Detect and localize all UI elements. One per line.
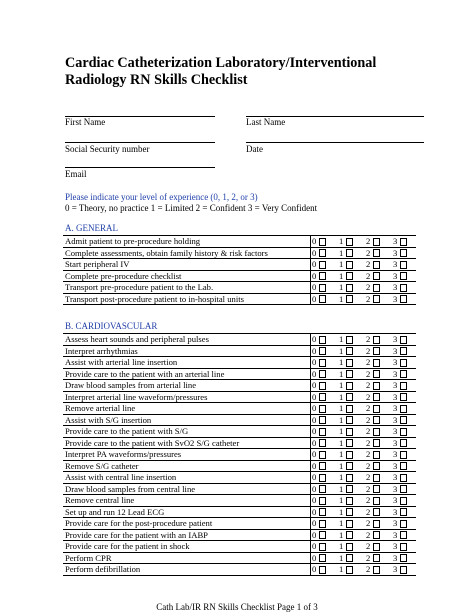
rating-checkbox[interactable]: [373, 370, 380, 378]
skill-label: Draw blood samples from arterial line: [65, 380, 197, 390]
rating-number: 3: [393, 460, 398, 471]
skill-row: [63, 369, 416, 381]
skill-label: Interpret arrhythmias: [65, 345, 138, 356]
rating-checkbox[interactable]: [400, 405, 407, 413]
rating-checkbox[interactable]: [400, 566, 407, 574]
rating-number: 0: [312, 391, 317, 402]
rating-checkbox[interactable]: [346, 485, 353, 493]
rating-checkbox[interactable]: [400, 439, 407, 447]
skill-row: [63, 495, 416, 507]
rating-checkbox[interactable]: [373, 336, 380, 344]
rating-number: 2: [366, 483, 371, 494]
rating-number: 1: [339, 345, 344, 356]
rating-number: 3: [393, 506, 398, 517]
rating-checkbox[interactable]: [373, 474, 380, 482]
rating-number: 1: [339, 426, 344, 436]
rating-checkbox[interactable]: [400, 272, 407, 280]
rating-checkbox[interactable]: [319, 474, 326, 482]
rating-number: 3: [393, 472, 398, 482]
page-title: Cardiac Catheterization Laboratory/Interventional Radiology RN Skills Checklist: [65, 55, 377, 88]
rating-checkbox[interactable]: [373, 508, 380, 516]
skill-row: [63, 426, 416, 438]
rating-checkbox[interactable]: [319, 462, 326, 470]
rating-number: 1: [339, 552, 344, 563]
rating-number: 0: [312, 460, 317, 471]
rating-checkbox[interactable]: [319, 543, 326, 551]
rating-checkbox[interactable]: [346, 382, 353, 390]
rating-number: 1: [339, 483, 344, 494]
skill-row: [63, 415, 416, 427]
skill-label: Remove arterial line: [65, 403, 136, 413]
rating-checkbox[interactable]: [319, 249, 326, 257]
rating-number: 0: [312, 334, 317, 344]
rating-number: 1: [339, 391, 344, 402]
skill-row: [63, 392, 416, 404]
rating-number: 0: [312, 449, 317, 459]
rating-number: 2: [366, 391, 371, 402]
rating-number: 1: [339, 564, 344, 574]
rating-number: 2: [366, 259, 371, 269]
rating-number: 1: [339, 380, 344, 390]
rating-number: 0: [312, 380, 317, 390]
rating-number: 3: [393, 426, 398, 436]
rating-number: 0: [312, 472, 317, 482]
rating-checkbox[interactable]: [346, 393, 353, 401]
rating-checkbox[interactable]: [346, 451, 353, 459]
rating-checkbox[interactable]: [346, 554, 353, 562]
rating-number: 0: [312, 564, 317, 574]
rating-checkbox[interactable]: [373, 272, 380, 280]
rating-number: 3: [393, 345, 398, 356]
rating-checkbox[interactable]: [373, 295, 380, 303]
rating-number: 2: [366, 357, 371, 367]
skill-row: [63, 403, 416, 415]
rating-checkbox[interactable]: [400, 261, 407, 269]
rating-number: 1: [339, 247, 344, 258]
rating-number: 2: [366, 460, 371, 471]
rating-number: 1: [339, 293, 344, 304]
date-label: Date: [246, 144, 263, 154]
rating-number: 3: [393, 414, 398, 425]
rating-checkbox[interactable]: [346, 474, 353, 482]
rating-checkbox[interactable]: [319, 554, 326, 562]
rating-checkbox[interactable]: [400, 416, 407, 424]
rating-checkbox[interactable]: [319, 359, 326, 367]
row-divider: [63, 575, 416, 576]
rating-number: 3: [393, 403, 398, 413]
rating-checkbox[interactable]: [373, 382, 380, 390]
rating-checkbox[interactable]: [400, 382, 407, 390]
rating-checkbox[interactable]: [319, 416, 326, 424]
rating-checkbox[interactable]: [400, 474, 407, 482]
rating-checkbox[interactable]: [319, 261, 326, 269]
skill-label: Transport post-procedure patient to in-hospital units: [65, 293, 244, 304]
rating-number: 0: [312, 368, 317, 379]
skill-row: [63, 294, 416, 306]
rating-checkbox[interactable]: [373, 284, 380, 292]
rating-checkbox[interactable]: [373, 554, 380, 562]
rating-checkbox[interactable]: [319, 566, 326, 574]
rating-number: 0: [312, 529, 317, 540]
rating-number: 3: [393, 236, 398, 246]
rating-number: 3: [393, 529, 398, 540]
rating-number: 2: [366, 282, 371, 292]
rating-number: 2: [366, 564, 371, 574]
rating-number: 0: [312, 236, 317, 246]
rating-checkbox[interactable]: [400, 428, 407, 436]
rating-number: 0: [312, 259, 317, 269]
rating-checkbox[interactable]: [346, 439, 353, 447]
rating-number: 3: [393, 334, 398, 344]
rating-checkbox[interactable]: [400, 543, 407, 551]
rating-checkbox[interactable]: [400, 554, 407, 562]
rating-number: 0: [312, 282, 317, 292]
skill-label: Transport pre-procedure patient to the Lab.: [65, 282, 214, 292]
rating-checkbox[interactable]: [346, 405, 353, 413]
rating-number: 2: [366, 437, 371, 448]
rating-checkbox[interactable]: [346, 272, 353, 280]
skill-label: Start peripheral IV: [65, 259, 130, 269]
rating-number: 0: [312, 506, 317, 517]
rating-number: 3: [393, 483, 398, 494]
skill-label: Assist with central line insertion: [65, 472, 177, 482]
rating-number: 2: [366, 506, 371, 517]
rating-checkbox[interactable]: [319, 439, 326, 447]
skill-row: [63, 282, 416, 294]
rating-checkbox[interactable]: [373, 359, 380, 367]
skill-row: [63, 259, 416, 271]
section-general-table: [63, 236, 416, 305]
rating-number: 3: [393, 391, 398, 402]
skill-label: Provide care to the patient with S/G: [65, 426, 189, 436]
skill-row: [63, 553, 416, 565]
rating-checkbox[interactable]: [319, 520, 326, 528]
rating-number: 1: [339, 259, 344, 269]
last-name-label: Last Name: [246, 117, 286, 127]
skill-row: [63, 380, 416, 392]
skill-row: [63, 518, 416, 530]
skill-label: Set up and run 12 Lead ECG: [65, 506, 165, 517]
rating-checkbox[interactable]: [400, 393, 407, 401]
rating-checkbox[interactable]: [373, 543, 380, 551]
rating-checkbox[interactable]: [373, 566, 380, 574]
rating-number: 2: [366, 529, 371, 540]
rating-number: 0: [312, 270, 317, 281]
skill-label: Perform defibrillation: [65, 564, 141, 574]
rating-number: 1: [339, 518, 344, 528]
rating-number: 1: [339, 414, 344, 425]
rating-number: 2: [366, 552, 371, 563]
rating-checkbox[interactable]: [319, 272, 326, 280]
ssn-label: Social Security number: [65, 144, 150, 154]
rating-number: 1: [339, 282, 344, 292]
rating-number: 2: [366, 345, 371, 356]
rating-number: 2: [366, 518, 371, 528]
rating-checkbox[interactable]: [346, 261, 353, 269]
skill-label: Provide care to the patient with an arterial line: [65, 368, 225, 379]
rating-number: 2: [366, 426, 371, 436]
rating-number: 0: [312, 403, 317, 413]
rating-number: 3: [393, 380, 398, 390]
rating-checkbox[interactable]: [346, 336, 353, 344]
skill-label: Provide care for the post-procedure patient: [65, 518, 213, 528]
rating-checkbox[interactable]: [400, 295, 407, 303]
skill-label: Interpret PA waveforms/pressures: [65, 449, 182, 459]
rating-checkbox[interactable]: [346, 347, 353, 355]
instructions-line-2: 0 = Theory, no practice 1 = Limited 2 = Confident 3 = Very Confident: [65, 203, 318, 213]
skill-row: [63, 564, 416, 576]
rating-checkbox[interactable]: [319, 238, 326, 246]
rating-number: 3: [393, 437, 398, 448]
rating-checkbox[interactable]: [373, 462, 380, 470]
skill-row: [63, 472, 416, 484]
rating-number: 0: [312, 518, 317, 528]
skill-row: [63, 271, 416, 283]
email-line[interactable]: [65, 167, 215, 168]
rating-checkbox[interactable]: [400, 497, 407, 505]
rating-checkbox[interactable]: [346, 284, 353, 292]
rating-number: 2: [366, 270, 371, 281]
rating-checkbox[interactable]: [319, 347, 326, 355]
rating-checkbox[interactable]: [400, 347, 407, 355]
rating-checkbox[interactable]: [400, 451, 407, 459]
rating-number: 1: [339, 460, 344, 471]
skill-label: Perform CPR: [65, 552, 112, 563]
rating-number: 2: [366, 495, 371, 505]
skill-label: Provide care to the patient with SvO2 S/G catheter: [65, 437, 240, 448]
rating-number: 3: [393, 368, 398, 379]
rating-number: 3: [393, 552, 398, 563]
skill-label: Provide care for the patient with an IABP: [65, 529, 208, 540]
rating-number: 0: [312, 552, 317, 563]
rating-checkbox[interactable]: [319, 370, 326, 378]
rating-checkbox[interactable]: [346, 370, 353, 378]
rating-number: 0: [312, 483, 317, 494]
skill-label: Remove central line: [65, 495, 135, 505]
rating-number: 1: [339, 541, 344, 551]
rating-number: 3: [393, 293, 398, 304]
rating-checkbox[interactable]: [400, 284, 407, 292]
rating-checkbox[interactable]: [346, 520, 353, 528]
rating-number: 2: [366, 449, 371, 459]
rating-number: 0: [312, 293, 317, 304]
skill-row: [63, 461, 416, 473]
rating-number: 2: [366, 293, 371, 304]
rating-number: 3: [393, 259, 398, 269]
rating-checkbox[interactable]: [373, 439, 380, 447]
skill-label: Admit patient to pre-procedure holding: [65, 236, 201, 246]
rating-number: 3: [393, 541, 398, 551]
rating-number: 3: [393, 495, 398, 505]
rating-checkbox[interactable]: [346, 462, 353, 470]
rating-checkbox[interactable]: [400, 462, 407, 470]
skill-row: [63, 438, 416, 450]
rating-checkbox[interactable]: [346, 497, 353, 505]
rating-checkbox[interactable]: [400, 508, 407, 516]
rating-checkbox[interactable]: [319, 393, 326, 401]
section-title-general: A. GENERAL: [65, 223, 118, 233]
rating-checkbox[interactable]: [319, 531, 326, 539]
rating-number: 1: [339, 236, 344, 246]
skill-label: Assist with arterial line insertion: [65, 357, 178, 367]
skill-row: [63, 541, 416, 553]
rating-number: 0: [312, 414, 317, 425]
page-footer: Cath Lab/IR RN Skills Checklist Page 1 of 3: [156, 602, 318, 612]
rating-checkbox[interactable]: [346, 359, 353, 367]
rating-checkbox[interactable]: [373, 416, 380, 424]
rating-number: 3: [393, 564, 398, 574]
rating-checkbox[interactable]: [319, 405, 326, 413]
rating-checkbox[interactable]: [346, 249, 353, 257]
rating-checkbox[interactable]: [319, 485, 326, 493]
skill-row: [63, 236, 416, 248]
rating-number: 3: [393, 270, 398, 281]
skill-row: [63, 357, 416, 369]
section-title-cardiovascular: B. CARDIOVASCULAR: [65, 321, 158, 331]
rating-checkbox[interactable]: [400, 485, 407, 493]
rating-number: 0: [312, 495, 317, 505]
rating-number: 0: [312, 541, 317, 551]
rating-number: 2: [366, 236, 371, 246]
rating-number: 3: [393, 282, 398, 292]
skill-row: [63, 507, 416, 519]
rating-checkbox[interactable]: [373, 261, 380, 269]
rating-checkbox[interactable]: [400, 359, 407, 367]
rating-number: 1: [339, 506, 344, 517]
rating-number: 1: [339, 334, 344, 344]
rating-checkbox[interactable]: [400, 249, 407, 257]
rating-number: 1: [339, 368, 344, 379]
rating-checkbox[interactable]: [319, 336, 326, 344]
rating-number: 1: [339, 529, 344, 540]
rating-checkbox[interactable]: [319, 497, 326, 505]
rating-number: 1: [339, 495, 344, 505]
rating-checkbox[interactable]: [373, 485, 380, 493]
rating-number: 0: [312, 426, 317, 436]
rating-checkbox[interactable]: [346, 566, 353, 574]
rating-number: 0: [312, 345, 317, 356]
rating-number: 2: [366, 247, 371, 258]
rating-number: 2: [366, 403, 371, 413]
rating-number: 1: [339, 449, 344, 459]
rating-checkbox[interactable]: [400, 370, 407, 378]
row-divider: [63, 304, 416, 305]
skill-label: Assist with S/G insertion: [65, 414, 152, 425]
skill-row: [63, 248, 416, 260]
rating-checkbox[interactable]: [400, 520, 407, 528]
rating-checkbox[interactable]: [319, 428, 326, 436]
rating-checkbox[interactable]: [346, 543, 353, 551]
rating-checkbox[interactable]: [346, 416, 353, 424]
rating-checkbox[interactable]: [319, 295, 326, 303]
rating-checkbox[interactable]: [346, 428, 353, 436]
rating-checkbox[interactable]: [400, 336, 407, 344]
skill-label: Complete pre-procedure checklist: [65, 270, 182, 281]
rating-checkbox[interactable]: [346, 508, 353, 516]
rating-number: 0: [312, 247, 317, 258]
rating-number: 1: [339, 270, 344, 281]
rating-number: 0: [312, 357, 317, 367]
skill-label: Interpret arterial line waveform/pressures: [65, 391, 208, 402]
rating-checkbox[interactable]: [373, 497, 380, 505]
rating-checkbox[interactable]: [373, 451, 380, 459]
rating-checkbox[interactable]: [373, 238, 380, 246]
first-name-label: First Name: [65, 117, 106, 127]
section-cardiovascular-table: [63, 334, 416, 576]
date-line[interactable]: [246, 142, 424, 143]
rating-checkbox[interactable]: [400, 238, 407, 246]
rating-number: 2: [366, 380, 371, 390]
rating-checkbox[interactable]: [319, 382, 326, 390]
rating-checkbox[interactable]: [319, 284, 326, 292]
rating-checkbox[interactable]: [319, 508, 326, 516]
skill-row: [63, 346, 416, 358]
rating-checkbox[interactable]: [373, 405, 380, 413]
rating-number: 1: [339, 472, 344, 482]
rating-number: 3: [393, 449, 398, 459]
rating-checkbox[interactable]: [373, 531, 380, 539]
skill-label: Complete assessments, obtain family history & risk factors: [65, 247, 268, 258]
skill-row: [63, 530, 416, 542]
rating-number: 1: [339, 437, 344, 448]
email-label: Email: [65, 169, 87, 179]
skill-label: Provide care for the patient in shock: [65, 541, 190, 551]
rating-checkbox[interactable]: [346, 531, 353, 539]
rating-checkbox[interactable]: [346, 238, 353, 246]
rating-number: 2: [366, 334, 371, 344]
rating-number: 0: [312, 437, 317, 448]
rating-number: 2: [366, 368, 371, 379]
rating-checkbox[interactable]: [373, 428, 380, 436]
rating-checkbox[interactable]: [346, 295, 353, 303]
instructions: [65, 192, 317, 214]
rating-number: 1: [339, 403, 344, 413]
rating-number: 2: [366, 541, 371, 551]
rating-checkbox[interactable]: [373, 520, 380, 528]
rating-number: 3: [393, 518, 398, 528]
skill-row: [63, 449, 416, 461]
rating-number: 1: [339, 357, 344, 367]
rating-checkbox[interactable]: [373, 347, 380, 355]
skill-row: [63, 484, 416, 496]
rating-number: 2: [366, 472, 371, 482]
rating-checkbox[interactable]: [400, 531, 407, 539]
skill-row: [63, 334, 416, 346]
ssn-line[interactable]: [65, 142, 215, 143]
rating-number: 3: [393, 247, 398, 258]
skill-label: Remove S/G catheter: [65, 460, 139, 471]
rating-number: 3: [393, 357, 398, 367]
skill-label: Draw blood samples from central line: [65, 483, 196, 494]
rating-checkbox[interactable]: [373, 393, 380, 401]
skill-label: Assess heart sounds and peripheral pulses: [65, 334, 209, 344]
rating-checkbox[interactable]: [319, 451, 326, 459]
rating-checkbox[interactable]: [373, 249, 380, 257]
instructions-line-1: Please indicate your level of experience (0, 1, 2, or 3): [65, 192, 258, 202]
rating-number: 2: [366, 414, 371, 425]
